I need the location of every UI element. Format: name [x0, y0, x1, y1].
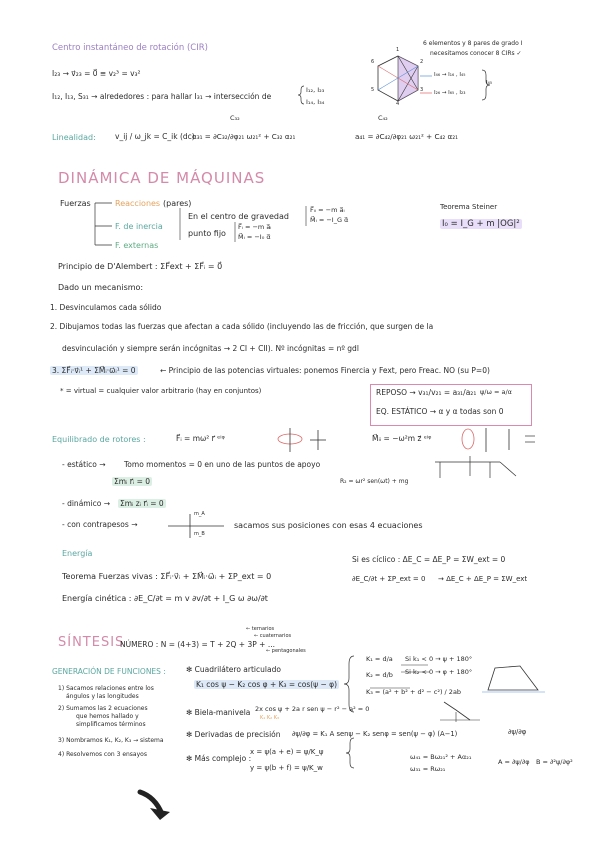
- cir-brace-a: I₁₂, I₂₃: [306, 86, 325, 94]
- energia-title: Energía: [62, 549, 93, 558]
- derivadas: ✻ Derivadas de precisión: [186, 730, 281, 739]
- cir-note1: 6 elementos y 8 pares de grado I: [423, 40, 523, 47]
- step1: 1. Desvinculamos cada sólido: [50, 303, 162, 312]
- pf-eq1: F⃗ᵢ = −m a⃗ᵢ: [238, 223, 272, 231]
- estatico-label: - estático →: [62, 460, 106, 469]
- cir-bracket2: I₂₆ → I₆₅ , I₂₃: [434, 90, 466, 96]
- numero: NÚMERO : N = (4+3) = T + 2Q + 3P + ...: [120, 640, 275, 649]
- fuerzas-vivas: Teorema Fuerzas vivas : ΣF⃗ᵢ·v⃗ᵢ + ΣM⃗ᵢ·ω⃗ᵢ + ΣP_ext = 0: [62, 572, 272, 581]
- steiner-eq: I₀ = I_G + m |OG|²: [442, 219, 520, 229]
- estatico-eq: Σmᵢ r⃗ᵢ = 0: [114, 477, 151, 486]
- cir-bracket1: I₄₆ → I₁₆ , I₄₅: [434, 72, 466, 78]
- gen-step-0: 1) Sacamos relaciones entre los: [58, 685, 154, 692]
- hex-label-6: 6: [371, 59, 375, 65]
- cir-note2: necesitamos conocer 8 CIRs ✓: [430, 50, 522, 57]
- numero-note1: ← ternarios: [246, 626, 275, 632]
- biela-eq: 2x cos ψ + 2a r sen ψ − r² − a² = 0: [255, 705, 370, 713]
- cuadrilatero: ✻ Cuadrilátero articulado: [186, 665, 281, 674]
- biela-k: K₁ K₂ K₃: [260, 715, 280, 721]
- contrapesos-text: sacamos sus posiciones con esas 4 ecuaciones: [234, 521, 423, 530]
- dinamica-title: DINÁMICA DE MÁQUINAS: [58, 169, 266, 187]
- eq3: a₄₁ = ∂C₄₂/∂φ₂₁ ω₂₁² + C₄₂ α₂₁: [355, 132, 459, 141]
- numero-note2: ← cuaternarios: [254, 633, 292, 639]
- eq2: α₃₁ = ∂C₃₂/∂φ₂₁ ω₂₁² + C₃₂ α₂₁: [192, 132, 296, 141]
- k3: K₃ = (a² + b² + d² − c²) / 2ab: [366, 688, 462, 696]
- punto-fijo: punto fijo: [188, 229, 226, 238]
- linealidad-eq: v_ij / ω_jk = C_ik (dc): [115, 132, 195, 141]
- step2b: desvinculación y siempre serán incógnitas → 2 CI + CII). Nº incógnitas = nº gdl: [62, 344, 359, 353]
- step3-text: ← Principio de las potencias virtuales: ponemos Finercia y Fext, pero Freac. NO (su P=0): [160, 366, 490, 375]
- centro-gravedad: En el centro de gravedad: [188, 212, 289, 221]
- w-eq1: ω₄₁ = Bω₂₁² + Aα₂₁: [410, 753, 472, 761]
- w-eq2: ω₃₁ = Rω₂₁: [410, 765, 446, 773]
- cg-eq2: M⃗ᵢ = −I_G α⃗: [310, 216, 349, 224]
- rotores-title: Equilibrado de rotores :: [52, 435, 146, 444]
- pares-label: (pares): [163, 199, 192, 208]
- b-eq: B = ∂²ψ/∂φ²: [536, 758, 573, 766]
- steiner-title: Teorema Steiner: [440, 203, 498, 211]
- gen-step-6: 4) Resolvemos con 3 ensayos: [58, 751, 147, 758]
- mc-eq1: x = ψ(a + e) = ψ/K_ψ: [250, 748, 324, 756]
- estatico-eq2: R₂ = ωr² sen(ωt) + mg: [340, 478, 409, 485]
- k1-note: Si k₁ < 0 → ψ + 180°: [405, 655, 473, 663]
- eq-energia: ∂E_C/∂t + ΣP_ext = 0: [352, 575, 426, 583]
- eq-estatico: EQ. ESTÁTICO → α y α todas son 0: [376, 407, 504, 416]
- cir-line1: I₂₃ → v⃗₂₃ = 0⃗ ≡ v₂³ = v₃²: [52, 69, 141, 78]
- hex-label-5: 5: [371, 87, 375, 93]
- hex-label-1: 1: [396, 47, 400, 53]
- reacciones-label: Reacciones: [115, 199, 161, 208]
- step3-note: * = virtual = cualquier valor arbitrario (hay en conjuntos): [60, 387, 262, 395]
- cir-title: Centro instantáneo de rotación (CIR): [52, 43, 208, 53]
- cuad-eq: K₁ cos ψ − K₂ cos φ + K₃ = cos(ψ − φ): [196, 680, 338, 689]
- rotores-eq1: F⃗ᵢ = mω² r⃗ ᵉⁱᵠ: [176, 434, 225, 443]
- a-eq: A = ∂ψ/∂φ: [498, 758, 530, 766]
- step2a: 2. Dibujamos todas las fuerzas que afectan a cada sólido (incluyendo las de fricción, que surgen de la: [50, 322, 434, 331]
- eq3-top: C₄₂: [378, 114, 388, 122]
- dinamico-label: - dinámico →: [62, 499, 111, 508]
- ciclico: Si es cíclico : ΔE_C = ΔE_P = ΣW_ext = 0: [352, 555, 506, 564]
- eq-energia2: → ΔE_C + ΔE_P = ΣW_ext: [438, 575, 528, 583]
- numero-note3: ← pentagonales: [266, 648, 306, 654]
- gen-step-2: 2) Sumamos las 2 ecuaciones: [58, 705, 148, 712]
- dinamico-eq: Σmᵢ zᵢ r⃗ᵢ = 0: [120, 499, 164, 508]
- mecanismo: Dado un mecanismo:: [58, 283, 144, 292]
- cg-eq1: F⃗ᵢᵢ = −m a⃗ᵢ: [310, 206, 345, 214]
- hex-label-2: 2: [420, 59, 424, 65]
- reposo: REPOSO → v₃₁/v₂₁ = a₃₁/a₂₁: [376, 388, 477, 397]
- cir-bracket3: I₄₅: [486, 80, 493, 86]
- reposo2: ψ/ω = a/α: [480, 388, 512, 396]
- k1: K₁ = d/a: [366, 655, 393, 663]
- cinetica: Energía cinética : ∂E_C/∂t = m v ∂v/∂t + I_G ω ∂ω/∂t: [62, 594, 268, 603]
- gen-step-3: que hemos hallado y: [76, 713, 139, 720]
- f-inercia-label: F. de inercia: [115, 222, 163, 231]
- hex-label-3: 3: [420, 87, 424, 93]
- k2-note: Si k₂ < 0 → φ + 180°: [405, 668, 473, 676]
- dalembert: Principio de D'Alembert : ΣF⃗ext + ΣF⃗ᵢ = 0⃗: [58, 262, 223, 271]
- sintesis-title: SÍNTESIS: [58, 635, 125, 650]
- gen-step-1: ángulos y las longitudes: [66, 693, 139, 700]
- cir-brace-b: I₁₄, I₃₄: [306, 98, 325, 106]
- biela: ✻ Biela-manivela: [186, 708, 251, 717]
- estatico-text: Tomo momentos = 0 en uno de las puntos de apoyo: [124, 460, 321, 469]
- contrapeso-mb: m_B: [194, 531, 205, 537]
- contrapesos-label: - con contrapesos →: [62, 520, 138, 529]
- linealidad-label: Linealidad:: [52, 133, 96, 142]
- step3-eq: 3. ΣF⃗ᵢ·v⃗ᵢ¹ + ΣM⃗ᵢ·ω⃗ᵢ¹ = 0: [52, 366, 136, 375]
- cir-line2: I₁₂, I₁₃, S₃₁ → alrededores : para hallar I₃₁ → intersección de: [52, 92, 272, 101]
- gen-step-4: simplificamos términos: [76, 721, 146, 728]
- mc-eq2: y = ψ(b + f) = ψ/K_w: [250, 764, 323, 772]
- pf-eq2: M⃗ᵢ = −I₀ α⃗: [238, 233, 271, 241]
- mas-complejo: ✻ Más complejo :: [186, 754, 252, 763]
- contrapeso-ma: m_A: [194, 511, 205, 517]
- rotores-eq2: M⃗ᵢᵢ = −ω²m z⃗ ᵉⁱᵠ: [372, 434, 432, 443]
- gen-step-5: 3) Nombramos K₁, K₂, K₃ → sistema: [58, 737, 164, 744]
- fuerzas-label: Fuerzas: [60, 199, 91, 208]
- gen-title: GENERACIÓN DE FUNCIONES :: [52, 667, 166, 676]
- k2: K₂ = d/b: [366, 671, 393, 679]
- eq2-top: C₃₂: [230, 114, 240, 122]
- derivadas-eq2: ∂ψ/∂φ: [508, 728, 527, 736]
- derivadas-eq: ∂ψ/∂φ = K₁ A senψ − K₂ senφ = sen(ψ − φ) (A−1): [292, 730, 458, 738]
- f-externas-label: F. externas: [115, 241, 159, 250]
- hex-label-4: 4: [396, 101, 400, 107]
